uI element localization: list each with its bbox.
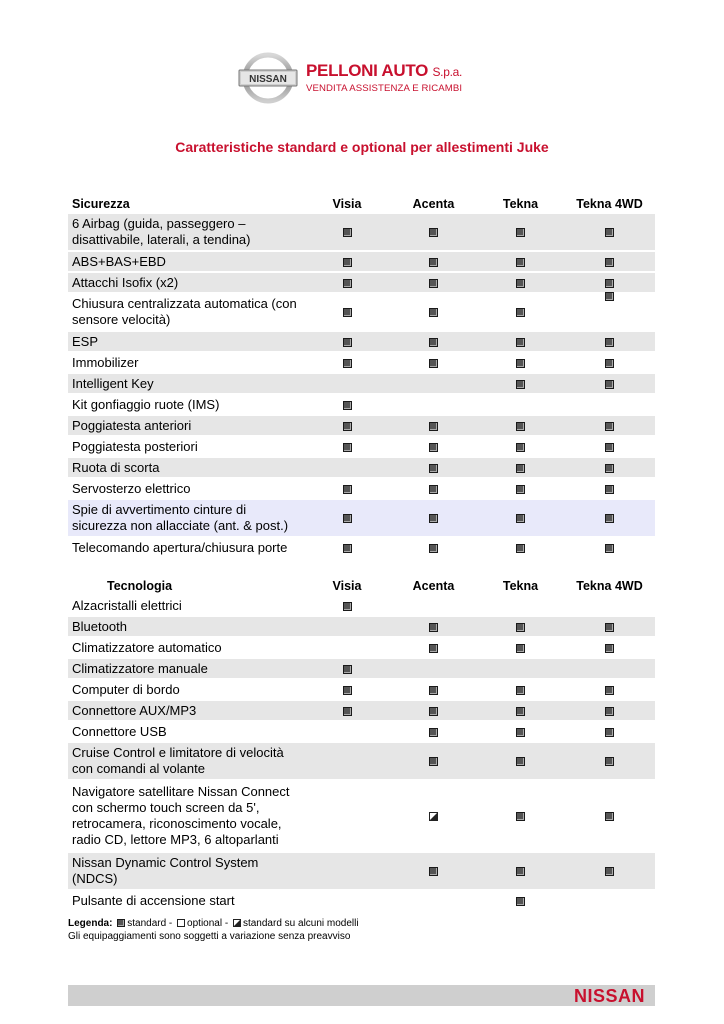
availability-cell-visia [304, 638, 390, 657]
availability-cell-acenta [390, 294, 477, 330]
table-row [68, 353, 655, 372]
standard-marker-icon [343, 707, 352, 716]
availability-cell-visia [304, 273, 390, 292]
availability-cell-tekna-4wd [564, 538, 655, 557]
feature-label: Cruise Control e limitatore di velocità con comandi al volante [68, 743, 304, 779]
availability-cell-tekna-4wd [564, 617, 655, 636]
availability-cell-visia [304, 617, 390, 636]
availability-cell-visia [304, 680, 390, 699]
availability-cell-tekna-4wd [564, 596, 655, 615]
standard-marker-icon [343, 514, 352, 523]
standard-marker-icon [429, 867, 438, 876]
availability-cell-tekna-4wd [564, 416, 655, 435]
availability-cell-acenta [390, 252, 477, 271]
section-header-row [68, 195, 655, 212]
feature-label: Poggiatesta posteriori [72, 438, 198, 454]
availability-cell-acenta [390, 538, 477, 557]
table-row [68, 437, 655, 456]
standard-marker-icon [516, 867, 525, 876]
standard-marker-icon [516, 897, 525, 906]
availability-cell-tekna-4wd [564, 891, 655, 910]
optional-marker-icon [177, 919, 185, 927]
standard-marker-icon [429, 707, 438, 716]
availability-cell-acenta [390, 479, 477, 498]
table-row [68, 374, 655, 393]
table-row [68, 596, 655, 615]
availability-cell-visia [304, 395, 390, 414]
standard-marker-icon [605, 338, 614, 347]
feature-table [68, 193, 655, 912]
standard-marker-icon [429, 544, 438, 553]
table-row [68, 273, 655, 292]
standard-marker-icon [343, 359, 352, 368]
table-row [68, 617, 655, 636]
table-row [68, 395, 655, 414]
standard-marker-icon [605, 757, 614, 766]
table-row [68, 659, 655, 678]
availability-cell-visia [304, 416, 390, 435]
availability-cell-acenta [390, 458, 477, 477]
availability-cell-tekna [477, 538, 564, 557]
standard-marker-icon [343, 258, 352, 267]
availability-cell-tekna [477, 332, 564, 351]
standard-marker-icon [516, 644, 525, 653]
availability-cell-tekna [477, 353, 564, 372]
standard-marker-icon [429, 338, 438, 347]
standard-marker-icon [605, 867, 614, 876]
company-name: PELLONI AUTO S.p.a. [306, 61, 463, 80]
standard-marker-icon [516, 544, 525, 553]
standard-marker-icon [516, 422, 525, 431]
availability-cell-tekna [477, 437, 564, 456]
availability-cell-acenta [390, 743, 477, 779]
standard-marker-icon [605, 258, 614, 267]
standard-marker-icon [516, 464, 525, 473]
standard-marker-icon [429, 258, 438, 267]
standard-marker-icon [429, 443, 438, 452]
availability-cell-acenta [390, 701, 477, 720]
standard-marker-icon [343, 602, 352, 611]
company-tagline: VENDITA ASSISTENZA E RICAMBI [306, 83, 463, 94]
availability-cell-visia [304, 891, 390, 910]
table-row [68, 479, 655, 498]
availability-cell-acenta [390, 437, 477, 456]
standard-marker-icon [516, 707, 525, 716]
standard-marker-icon [516, 623, 525, 632]
table-row [68, 701, 655, 720]
partial-marker-icon [429, 812, 438, 821]
standard-marker-icon [605, 464, 614, 473]
standard-marker-icon [343, 308, 352, 317]
standard-marker-icon [605, 292, 614, 301]
availability-cell-visia [304, 596, 390, 615]
availability-cell-visia [304, 294, 390, 330]
availability-cell-acenta [390, 273, 477, 292]
availability-cell-visia [304, 252, 390, 271]
availability-cell-tekna [477, 853, 564, 889]
availability-cell-tekna [477, 680, 564, 699]
standard-marker-icon [429, 228, 438, 237]
availability-cell-tekna [477, 214, 564, 250]
nissan-emblem-icon [238, 52, 298, 104]
table-row [68, 332, 655, 351]
emblem-text: NISSAN [249, 74, 287, 85]
feature-label: Computer di bordo [72, 681, 180, 697]
feature-label: Climatizzatore manuale [68, 659, 304, 678]
availability-cell-tekna [477, 395, 564, 414]
feature-label: Climatizzatore automatico [72, 639, 222, 655]
availability-cell-tekna [477, 374, 564, 393]
footer-brand-logo: NISSAN [573, 986, 645, 1006]
availability-cell-tekna [477, 617, 564, 636]
availability-cell-visia [304, 701, 390, 720]
standard-marker-icon [605, 228, 614, 237]
availability-cell-tekna [477, 294, 564, 330]
partial-marker-icon [233, 919, 241, 927]
availability-cell-visia [304, 659, 390, 678]
availability-cell-acenta [390, 617, 477, 636]
availability-cell-tekna [477, 638, 564, 657]
company-suffix: S.p.a. [432, 65, 463, 79]
standard-marker-icon [429, 623, 438, 632]
availability-cell-visia [304, 722, 390, 741]
table-row [68, 853, 655, 889]
legend-partial: standard su alcuni modelli [242, 918, 359, 929]
standard-marker-icon [605, 544, 614, 553]
feature-label: Nissan Dynamic Control System (NDCS) [68, 853, 304, 889]
column-header-visia: Visia [332, 578, 362, 593]
availability-cell-tekna-4wd [564, 252, 655, 271]
section-spacer [68, 559, 655, 575]
footer-bar [68, 985, 655, 1006]
standard-marker-icon [605, 514, 614, 523]
availability-cell-acenta [390, 332, 477, 351]
availability-cell-visia [304, 479, 390, 498]
column-header-tekna: Tekna [502, 196, 539, 211]
section-header-row [68, 577, 655, 594]
availability-cell-tekna-4wd [564, 458, 655, 477]
table-row [68, 722, 655, 741]
legend-key: Legenda: [68, 918, 113, 929]
table-row [68, 743, 655, 779]
feature-label: 6 Airbag (guida, passeggero – disattivabile, laterali, a tendina) [68, 214, 304, 250]
availability-cell-tekna-4wd [564, 853, 655, 889]
availability-cell-acenta [390, 722, 477, 741]
standard-marker-icon [605, 485, 614, 494]
availability-cell-tekna [477, 701, 564, 720]
standard-marker-icon [117, 919, 125, 927]
table-row [68, 891, 655, 910]
standard-marker-icon [343, 686, 352, 695]
standard-marker-icon [516, 686, 525, 695]
availability-cell-visia [304, 853, 390, 889]
standard-marker-icon [343, 228, 352, 237]
standard-marker-icon [429, 686, 438, 695]
table-row [68, 214, 655, 250]
standard-marker-icon [343, 485, 352, 494]
standard-marker-icon [605, 728, 614, 737]
availability-cell-acenta [390, 596, 477, 615]
column-header-tekna-4wd: Tekna 4WD [576, 196, 643, 211]
feature-label: Bluetooth [68, 617, 304, 636]
feature-label: ESP [68, 332, 304, 351]
standard-marker-icon [605, 359, 614, 368]
column-header-tekna-4wd: Tekna 4WD [576, 578, 643, 593]
standard-marker-icon [516, 228, 525, 237]
feature-label: ABS+BAS+EBD [68, 252, 304, 271]
feature-label: Intelligent Key [68, 374, 304, 393]
availability-cell-tekna-4wd [564, 353, 655, 372]
column-header-acenta: Acenta [412, 196, 455, 211]
section-title: Sicurezza [72, 196, 130, 211]
availability-cell-visia [304, 458, 390, 477]
standard-marker-icon [605, 422, 614, 431]
feature-label: Spie di avvertimento cinture di sicurezza non allacciate (ant. & post.) [68, 500, 304, 536]
standard-marker-icon [605, 279, 614, 288]
spacer-cell [68, 559, 655, 575]
availability-cell-tekna [477, 743, 564, 779]
availability-cell-visia [304, 781, 390, 851]
availability-cell-tekna-4wd [564, 659, 655, 678]
availability-cell-tekna-4wd [564, 743, 655, 779]
column-header-tekna: Tekna [502, 578, 539, 593]
availability-cell-acenta [390, 680, 477, 699]
availability-cell-acenta [390, 500, 477, 536]
availability-cell-visia [304, 214, 390, 250]
document-title: Caratteristiche standard e optional per allestimenti Juke [175, 139, 549, 155]
table-row [68, 294, 655, 330]
availability-cell-acenta [390, 891, 477, 910]
availability-cell-tekna-4wd [564, 722, 655, 741]
feature-label: Ruota di scorta [68, 458, 304, 477]
availability-cell-tekna [477, 479, 564, 498]
standard-marker-icon [516, 728, 525, 737]
standard-marker-icon [516, 514, 525, 523]
feature-label: Poggiatesta anteriori [68, 416, 304, 435]
availability-cell-tekna-4wd [564, 479, 655, 498]
standard-marker-icon [516, 443, 525, 452]
column-header-visia: Visia [332, 196, 362, 211]
availability-cell-tekna-4wd [564, 294, 655, 330]
standard-marker-icon [343, 665, 352, 674]
standard-marker-icon [343, 544, 352, 553]
legend-note: Gli equipaggiamenti sono soggetti a variazione senza preavviso [68, 931, 351, 942]
table-row [68, 416, 655, 435]
section-title: Tecnologia [107, 578, 173, 593]
availability-cell-acenta [390, 374, 477, 393]
availability-cell-acenta [390, 214, 477, 250]
availability-cell-tekna-4wd [564, 437, 655, 456]
standard-marker-icon [516, 338, 525, 347]
standard-marker-icon [605, 443, 614, 452]
feature-label: Navigatore satellitare Nissan Connect con schermo touch screen da 5', retrocamera, riconoscimento vocale, radio CD, lettore MP3, 6 altoparlanti [72, 784, 290, 847]
feature-label: Servosterzo elettrico [72, 480, 191, 496]
availability-cell-tekna-4wd [564, 701, 655, 720]
feature-label: Attacchi Isofix (x2) [68, 273, 304, 292]
feature-label: Immobilizer [72, 354, 139, 370]
standard-marker-icon [605, 644, 614, 653]
standard-marker-icon [605, 686, 614, 695]
availability-cell-tekna-4wd [564, 214, 655, 250]
feature-label: Alzacristalli elettrici [72, 597, 182, 613]
availability-cell-tekna-4wd [564, 395, 655, 414]
standard-marker-icon [429, 308, 438, 317]
standard-marker-icon [605, 623, 614, 632]
legend [68, 917, 359, 943]
standard-marker-icon [429, 485, 438, 494]
availability-cell-visia [304, 538, 390, 557]
feature-label: Chiusura centralizzata automatica (con sensore velocità) [72, 296, 297, 327]
standard-marker-icon [516, 812, 525, 821]
standard-marker-icon [516, 258, 525, 267]
standard-marker-icon [429, 644, 438, 653]
standard-marker-icon [516, 308, 525, 317]
table-row [68, 638, 655, 657]
standard-marker-icon [343, 443, 352, 452]
feature-label: Kit gonfiaggio ruote (IMS) [72, 396, 220, 412]
table-row [68, 252, 655, 271]
availability-cell-visia [304, 743, 390, 779]
availability-cell-tekna [477, 416, 564, 435]
standard-marker-icon [516, 380, 525, 389]
availability-cell-tekna-4wd [564, 374, 655, 393]
availability-cell-tekna [477, 722, 564, 741]
standard-marker-icon [343, 338, 352, 347]
standard-marker-icon [429, 422, 438, 431]
availability-cell-visia [304, 332, 390, 351]
feature-label: Telecomando apertura/chiusura porte [72, 539, 288, 555]
legend-standard: standard - [127, 918, 173, 929]
availability-cell-tekna-4wd [564, 500, 655, 536]
standard-marker-icon [516, 359, 525, 368]
availability-cell-tekna [477, 659, 564, 678]
availability-cell-acenta [390, 659, 477, 678]
column-header-acenta: Acenta [412, 578, 455, 593]
standard-marker-icon [429, 728, 438, 737]
table-row [68, 680, 655, 699]
standard-marker-icon [343, 422, 352, 431]
availability-cell-tekna-4wd [564, 638, 655, 657]
availability-cell-tekna [477, 891, 564, 910]
standard-marker-icon [343, 401, 352, 410]
standard-marker-icon [516, 279, 525, 288]
table-row [68, 500, 655, 536]
availability-cell-visia [304, 437, 390, 456]
availability-cell-acenta [390, 638, 477, 657]
standard-marker-icon [605, 707, 614, 716]
feature-label: Pulsante di accensione start [72, 892, 235, 908]
availability-cell-acenta [390, 353, 477, 372]
feature-label: Connettore AUX/MP3 [68, 701, 304, 720]
availability-cell-acenta [390, 395, 477, 414]
availability-cell-acenta [390, 781, 477, 851]
standard-marker-icon [516, 757, 525, 766]
availability-cell-tekna-4wd [564, 332, 655, 351]
availability-cell-visia [304, 500, 390, 536]
availability-cell-tekna-4wd [564, 273, 655, 292]
availability-cell-acenta [390, 853, 477, 889]
availability-cell-acenta [390, 416, 477, 435]
availability-cell-tekna-4wd [564, 680, 655, 699]
standard-marker-icon [429, 757, 438, 766]
table-row [68, 458, 655, 477]
standard-marker-icon [343, 279, 352, 288]
standard-marker-icon [429, 514, 438, 523]
standard-marker-icon [516, 485, 525, 494]
table-row [68, 538, 655, 557]
availability-cell-tekna [477, 458, 564, 477]
standard-marker-icon [429, 464, 438, 473]
standard-marker-icon [605, 380, 614, 389]
legend-optional: optional - [187, 918, 229, 929]
standard-marker-icon [605, 812, 614, 821]
availability-cell-tekna [477, 500, 564, 536]
availability-cell-tekna [477, 781, 564, 851]
feature-label: Connettore USB [72, 723, 167, 739]
availability-cell-tekna [477, 596, 564, 615]
standard-marker-icon [429, 359, 438, 368]
table-row [68, 781, 655, 851]
availability-cell-visia [304, 374, 390, 393]
availability-cell-tekna [477, 252, 564, 271]
standard-marker-icon [429, 279, 438, 288]
availability-cell-tekna [477, 273, 564, 292]
availability-cell-tekna-4wd [564, 781, 655, 851]
availability-cell-visia [304, 353, 390, 372]
